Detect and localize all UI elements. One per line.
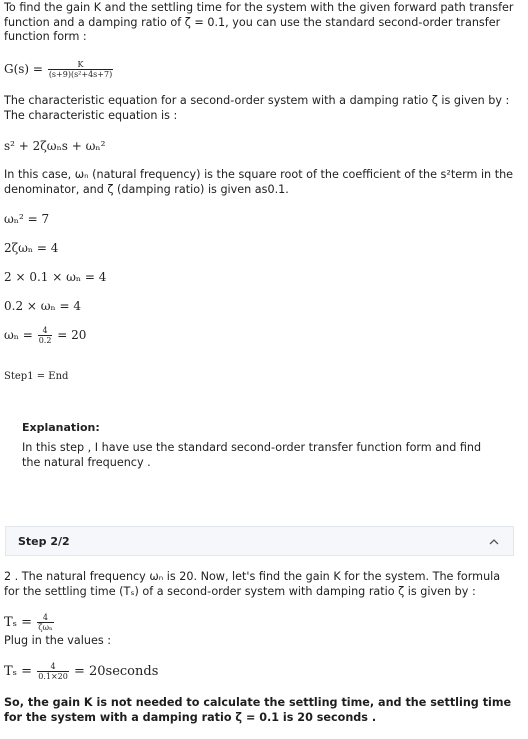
settling-time-result-fraction: [37, 662, 69, 681]
step-2-header[interactable]: [5, 526, 514, 556]
wn-result-denominator: 0.2: [38, 336, 52, 345]
wn-result-rhs: = 20: [57, 328, 87, 342]
settling-time-fraction: [37, 613, 53, 632]
transfer-function-denominator: (s+9)(s²+4s+7): [48, 70, 113, 79]
wn-result-equation: [4, 326, 86, 345]
settling-time-result-numerator: 4: [50, 662, 56, 671]
step-2-intro-paragraph: 2 . The natural frequency ωₙ is 20. Now, let's find the gain K for the system. The formula for the settling time (Tₛ) of a second-order system with damping ratio ζ is given by :: [4, 570, 501, 598]
settling-time-numerator: 4: [42, 613, 48, 622]
transfer-function-equation: [4, 60, 114, 79]
wn-squared-equation: ωₙ² = 7: [4, 212, 50, 226]
transfer-function-fraction: [48, 60, 113, 79]
settling-time-lhs: Tₛ =: [4, 615, 33, 630]
step-b-equation: 0.2 × ωₙ = 4: [4, 299, 82, 313]
two-zeta-wn-equation: 2ζωₙ = 4: [4, 241, 59, 255]
transfer-function-lhs: G(s) =: [4, 62, 43, 76]
settling-time-result: [4, 662, 158, 681]
characteristic-intro-paragraph: The characteristic equation for a second-order system with a damping ratio ζ is given by : The characteristic equation is :: [4, 94, 510, 122]
wn-result-fraction: [38, 326, 53, 345]
wn-result-numerator: 4: [42, 326, 48, 335]
step-a-equation: 2 × 0.1 × ωₙ = 4: [4, 270, 107, 284]
conclusion-paragraph: So, the gain K is not needed to calculate the settling time, and the settling time for the system with a damping ratio ζ = 0.1 is 20 seconds .: [4, 696, 512, 724]
settling-time-denominator: ζωₙ: [38, 623, 53, 632]
explanation-text: In this step , I have use the standard second-order transfer function form and find the natural frequency .: [22, 441, 482, 469]
settling-time-result-denominator: 0.1×20: [38, 672, 68, 681]
settling-time-result-rhs: = 20seconds: [73, 664, 159, 679]
settling-time-result-lhs: Tₛ =: [4, 664, 33, 679]
chevron-up-icon[interactable]: [489, 537, 499, 547]
wn-result-lhs: ωₙ =: [4, 328, 33, 342]
plug-in-text: Plug in the values :: [4, 634, 111, 647]
step-2-label: Step 2/2: [18, 535, 70, 548]
step-end-marker: Step1 = End: [4, 371, 69, 382]
explanation-title: Explanation:: [22, 421, 100, 434]
characteristic-equation: s² + 2ζωₙs + ωₙ²: [4, 139, 106, 153]
intro-paragraph: To find the gain K and the settling time for the system with the given forward path transfer function and a damping ratio of ζ = 0.1, you can use the standard second-order transfer function form :: [4, 1, 514, 43]
transfer-function-numerator: K: [77, 60, 84, 69]
natural-frequency-paragraph: In this case, ωₙ (natural frequency) is the square root of the coefficient of the s²term in the denominator, and ζ (damping ratio) is given as0.1.: [4, 168, 514, 196]
settling-time-formula: [4, 613, 55, 632]
